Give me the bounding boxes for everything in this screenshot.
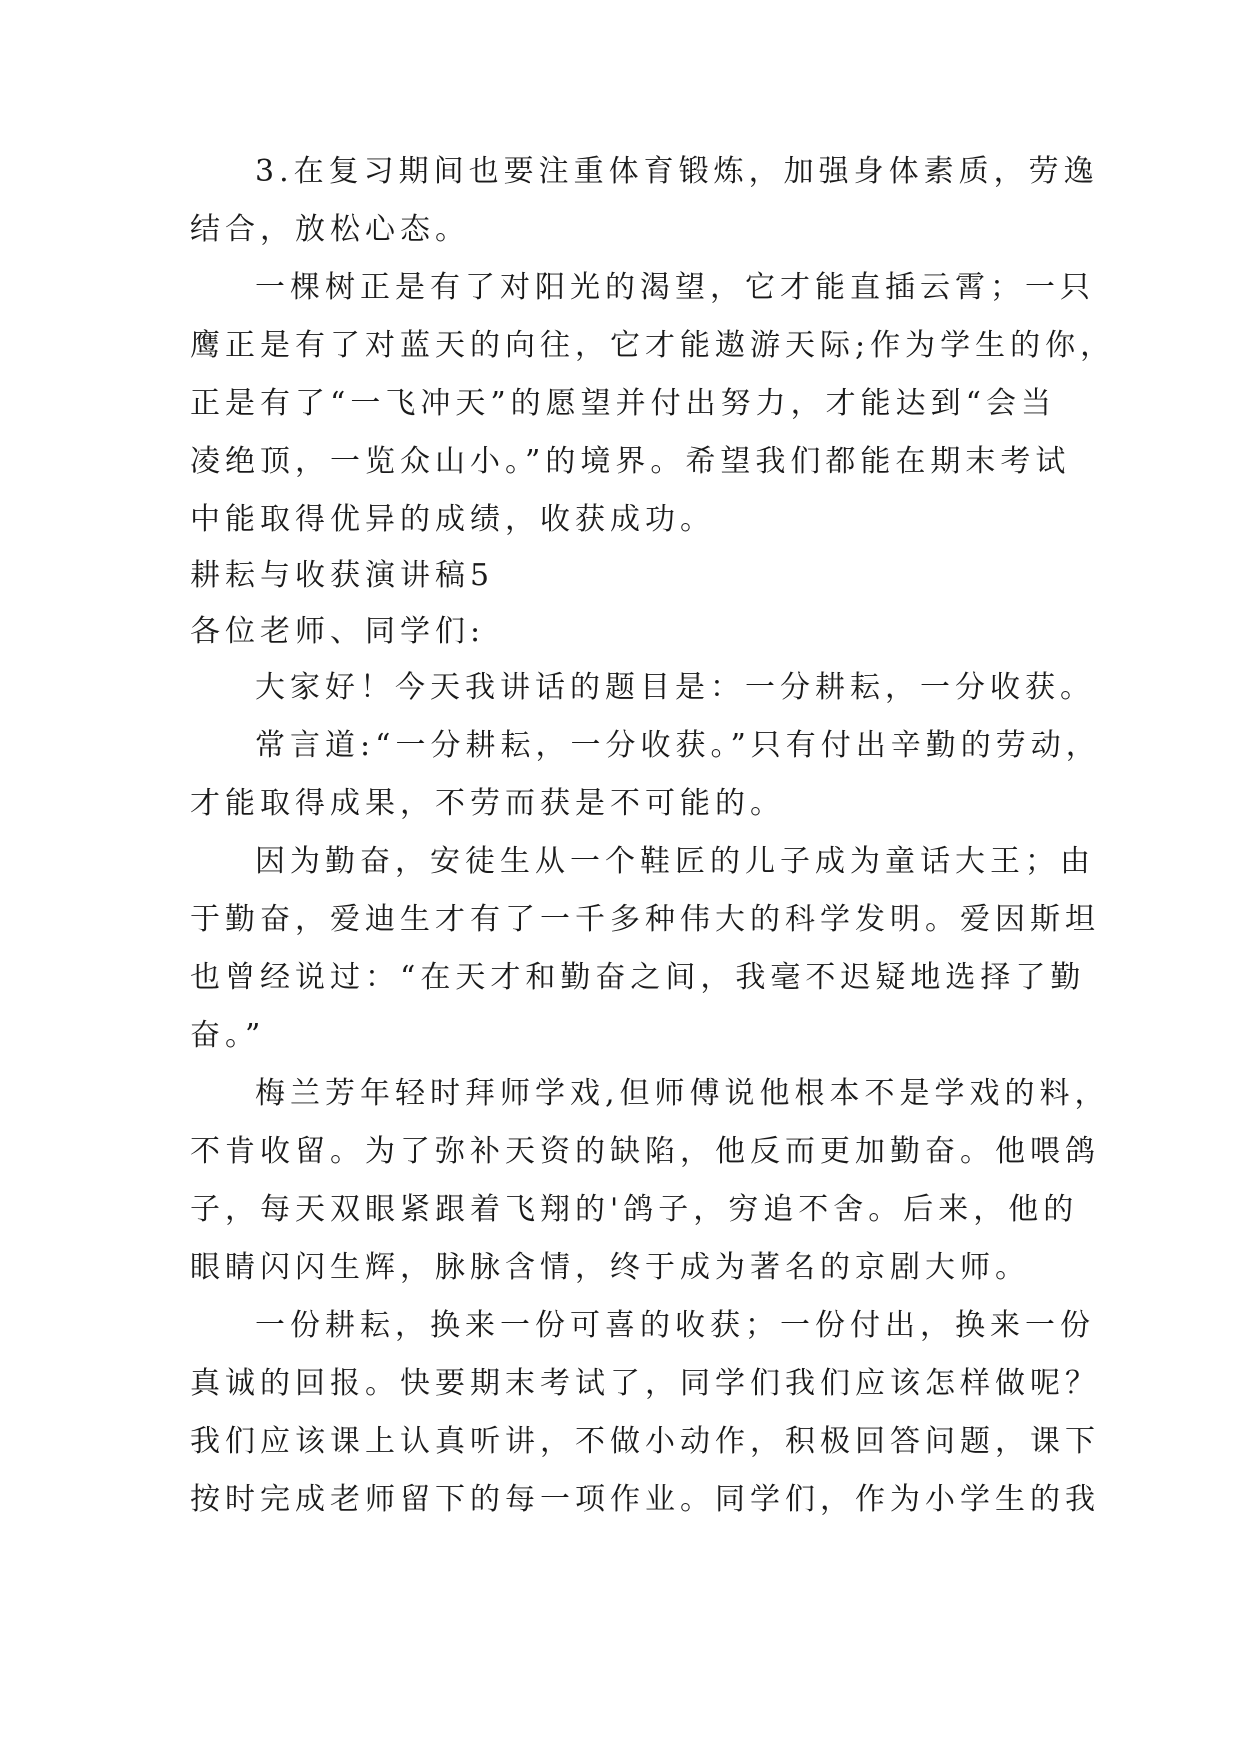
- paragraph-line: 于勤奋，爱迪生才有了一千多种伟大的科学发明。爱因斯坦: [190, 902, 1100, 937]
- salutation: 各位老师、同学们:: [190, 614, 486, 649]
- paragraph-line: 一棵树正是有了对阳光的渴望，它才能直插云霄；一只: [255, 270, 1095, 305]
- paragraph-line: 子，每天双眼紧跟着飞翔的'鸽子，穷追不舍。后来，他的: [190, 1192, 1079, 1227]
- paragraph-line: 因为勤奋，安徒生从一个鞋匠的儿子成为童话大王；由: [255, 844, 1095, 879]
- paragraph-line: 3.在复习期间也要注重体育锻炼，加强身体素质，劳逸: [255, 154, 1099, 189]
- paragraph-line: 结合，放松心态。: [190, 212, 470, 247]
- paragraph-line: 我们应该课上认真听讲，不做小动作，积极回答问题，课下: [190, 1424, 1100, 1459]
- paragraph-line: 奋。”: [190, 1018, 266, 1053]
- paragraph-line: 眼睛闪闪生辉，脉脉含情，终于成为著名的京剧大师。: [190, 1250, 1030, 1285]
- paragraph-line: 中能取得优异的成绩，收获成功。: [190, 502, 715, 537]
- paragraph-line: 鹰正是有了对蓝天的向往，它才能遨游天际;作为学生的你，: [190, 328, 1116, 363]
- paragraph-line: 梅兰芳年轻时拜师学戏,但师傅说他根本不是学戏的料，: [255, 1076, 1110, 1111]
- paragraph-line: 常言道:“一分耕耘，一分收获。”只有付出辛勤的劳动，: [255, 728, 1101, 763]
- paragraph-line: 不肯收留。为了弥补天资的缺陷，他反而更加勤奋。他喂鸽: [190, 1134, 1100, 1169]
- paragraph-line: 真诚的回报。快要期末考试了，同学们我们应该怎样做呢？: [190, 1366, 1100, 1401]
- section-title: 耕耘与收获演讲稿5: [190, 558, 495, 593]
- paragraph-line: 按时完成老师留下的每一项作业。同学们，作为小学生的我: [190, 1482, 1100, 1517]
- paragraph-line: 一份耕耘，换来一份可喜的收获；一份付出，换来一份: [255, 1308, 1095, 1343]
- paragraph-line: 大家好！今天我讲话的题目是：一分耕耘，一分收获。: [255, 670, 1095, 705]
- paragraph-line: 凌绝顶，一览众山小。”的境界。希望我们都能在期末考试: [190, 444, 1071, 479]
- paragraph-line: 才能取得成果，不劳而获是不可能的。: [190, 786, 785, 821]
- paragraph-line: 正是有了“一飞冲天”的愿望并付出努力，才能达到“会当: [190, 386, 1057, 421]
- paragraph-line: 也曾经说过：“在天才和勤奋之间，我毫不迟疑地选择了勤: [190, 960, 1086, 995]
